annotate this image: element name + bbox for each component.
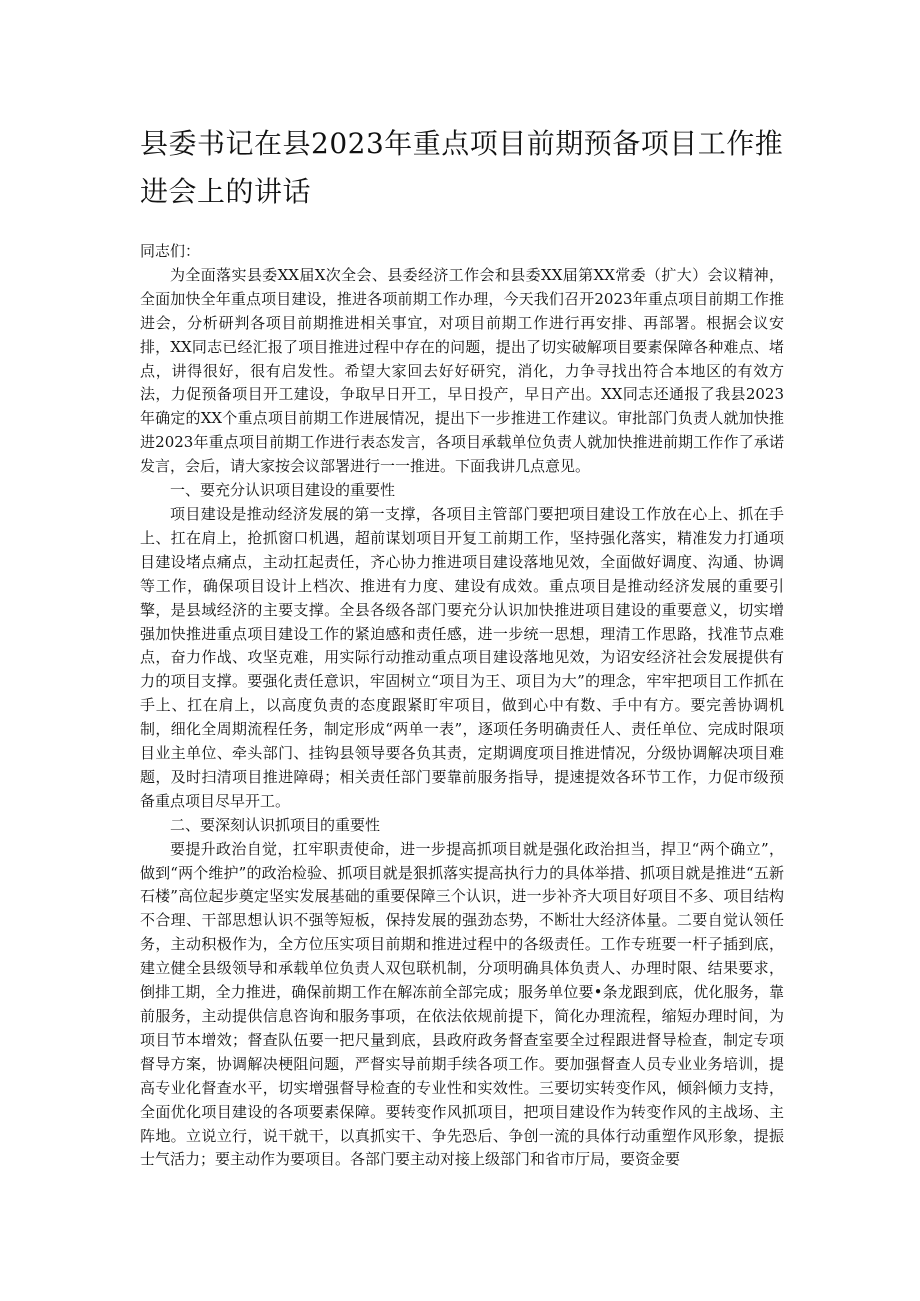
document-body <box>140 240 784 1172</box>
document-page <box>140 120 784 1172</box>
section-1-heading: 一、要充分认识项目建设的重要性 <box>170 481 396 500</box>
salutation: 同志们： <box>140 242 201 260</box>
section-2-paragraph: 要提升政治自觉，扛牢职责使命，进一步提高抓项目就是强化政治担当，捍卫“两个确立”，做到“两个维护”的政治检验、抓项目就是狠抓落实提高执行力的具体举措、抓项目就是推进“五新石楼”高位起步奠定坚实发展基础的重要保障三个认识，进一步补齐大项目好项目不多、项目结构不合理、干部思想认识不强等短板，保持发展的强劲态势，不断壮大经济体量。二要自觉认领任务，主动积极作为，全方位压实项目前期和推进过程中的各级责任。工作专班要一杆子插到底，建立健全县级领导和承载单位负责人双包联机制，分项明确具体负责人、办理时限、结果要求，倒排工期，全力推进，确保前期工作在解冻前全部完成；服务单位要•条龙跟到底，优化服务，靠前服务，主动提供信息咨询和服务事项，在依法依规前提下，简化办理流程，缩短办理时间，为项目节本增效；督查队伍要一把尺量到底，县政府政务督查室要全过程跟进督导检查，制定专项督导方案，协调解决梗阻问题，严督实导前期手续各项工作。要加强督查人员专业业务培训，提高专业化督查水平，切实增强督导检查的专业性和实效性。三要切实转变作风，倾斜倾力支持，全面优化项目建设的各项要素保障。要转变作风抓项目，把项目建设作为转变作风的主战场、主阵地。立说立行，说干就干，以真抓实干、争先恐后、争创一流的具体行动重塑作风形象，提振士气活力；要主动作为要项目。各部门要主动对接上级部门和省市厅局，要资金要 <box>140 839 784 1169</box>
section-2-heading: 二、要深刻认识抓项目的重要性 <box>170 815 381 834</box>
section-1-paragraph: 项目建设是推动经济发展的第一支撑，各项目主管部门要把项目建设工作放在心上、抓在手上、扛在肩上，抢抓窗口机遇，超前谋划项目开复工前期工作，坚持强化落实，精准发力打通项目建设堵点痛点，主动扛起责任，齐心协力推进项目建设落地见效，全面做好调度、沟通、协调等工作，确保项目设计上档次、推进有力度、建设有成效。重点项目是推动经济发展的重要引擎，是县域经济的主要支撑。全县各级各部门要充分认识加快推进项目建设的重要意义，切实增强加快推进重点项目建设工作的紧迫感和责任感，进一步统一思想，理清工作思路，找准节点难点，奋力作战、攻坚克难，用实际行动推动重点项目建设落地见效，为诏安经济社会发展提供有力的项目支撑。要强化责任意识，牢固树立“项目为王、项目为大”的理念，牢牢把项目工作抓在手上、扛在肩上，以高度负责的态度跟紧盯牢项目，做到心中有数、手中有方。要完善协调机制，细化全周期流程任务，制定形成“两单一表”，逐项任务明确责任人、责任单位、完成时限项目业主单位、牵头部门、挂钩县领导要各负其责，定期调度项目推进情况，分级协调解决项目难题，及时扫清项目推进障碍；相关责任部门要靠前服务指导，提速提效各环节工作，力促市级预备重点项目尽早开工。 <box>140 504 784 810</box>
intro-paragraph: 为全面落实县委XX届X次全会、县委经济工作会和县委XX届第XX常委（扩大）会议精神，全面加快全年重点项目建设，推进各项前期工作办理，今天我们召开2023年重点项目前期工作推进会，分析研判各项目前期推进相关事宜，对项目前期工作进行再安排、再部署。根据会议安排，XX同志已经汇报了项目推进过程中存在的问题，提出了切实破解项目要素保障各种难点、堵点，讲得很好，很有启发性。希望大家回去好好研究，消化，力争寻找出符合本地区的有效方法，力促预备项目开工建设，争取早日开工，早日投产，早日产出。XX同志还通报了我县2023年确定的XX个重点项目前期工作进展情况，提出下一步推进工作建议。审批部门负责人就加快推进2023年重点项目前期工作进行表态发言，各项目承载单位负责人就加快推进前期工作作了承诺发言，会后，请大家按会议部署进行一一推进。下面我讲几点意见。 <box>140 265 784 476</box>
document-title: 县委书记在县2023年重点项目前期预备项目工作推进会上的讲话 <box>140 127 784 208</box>
